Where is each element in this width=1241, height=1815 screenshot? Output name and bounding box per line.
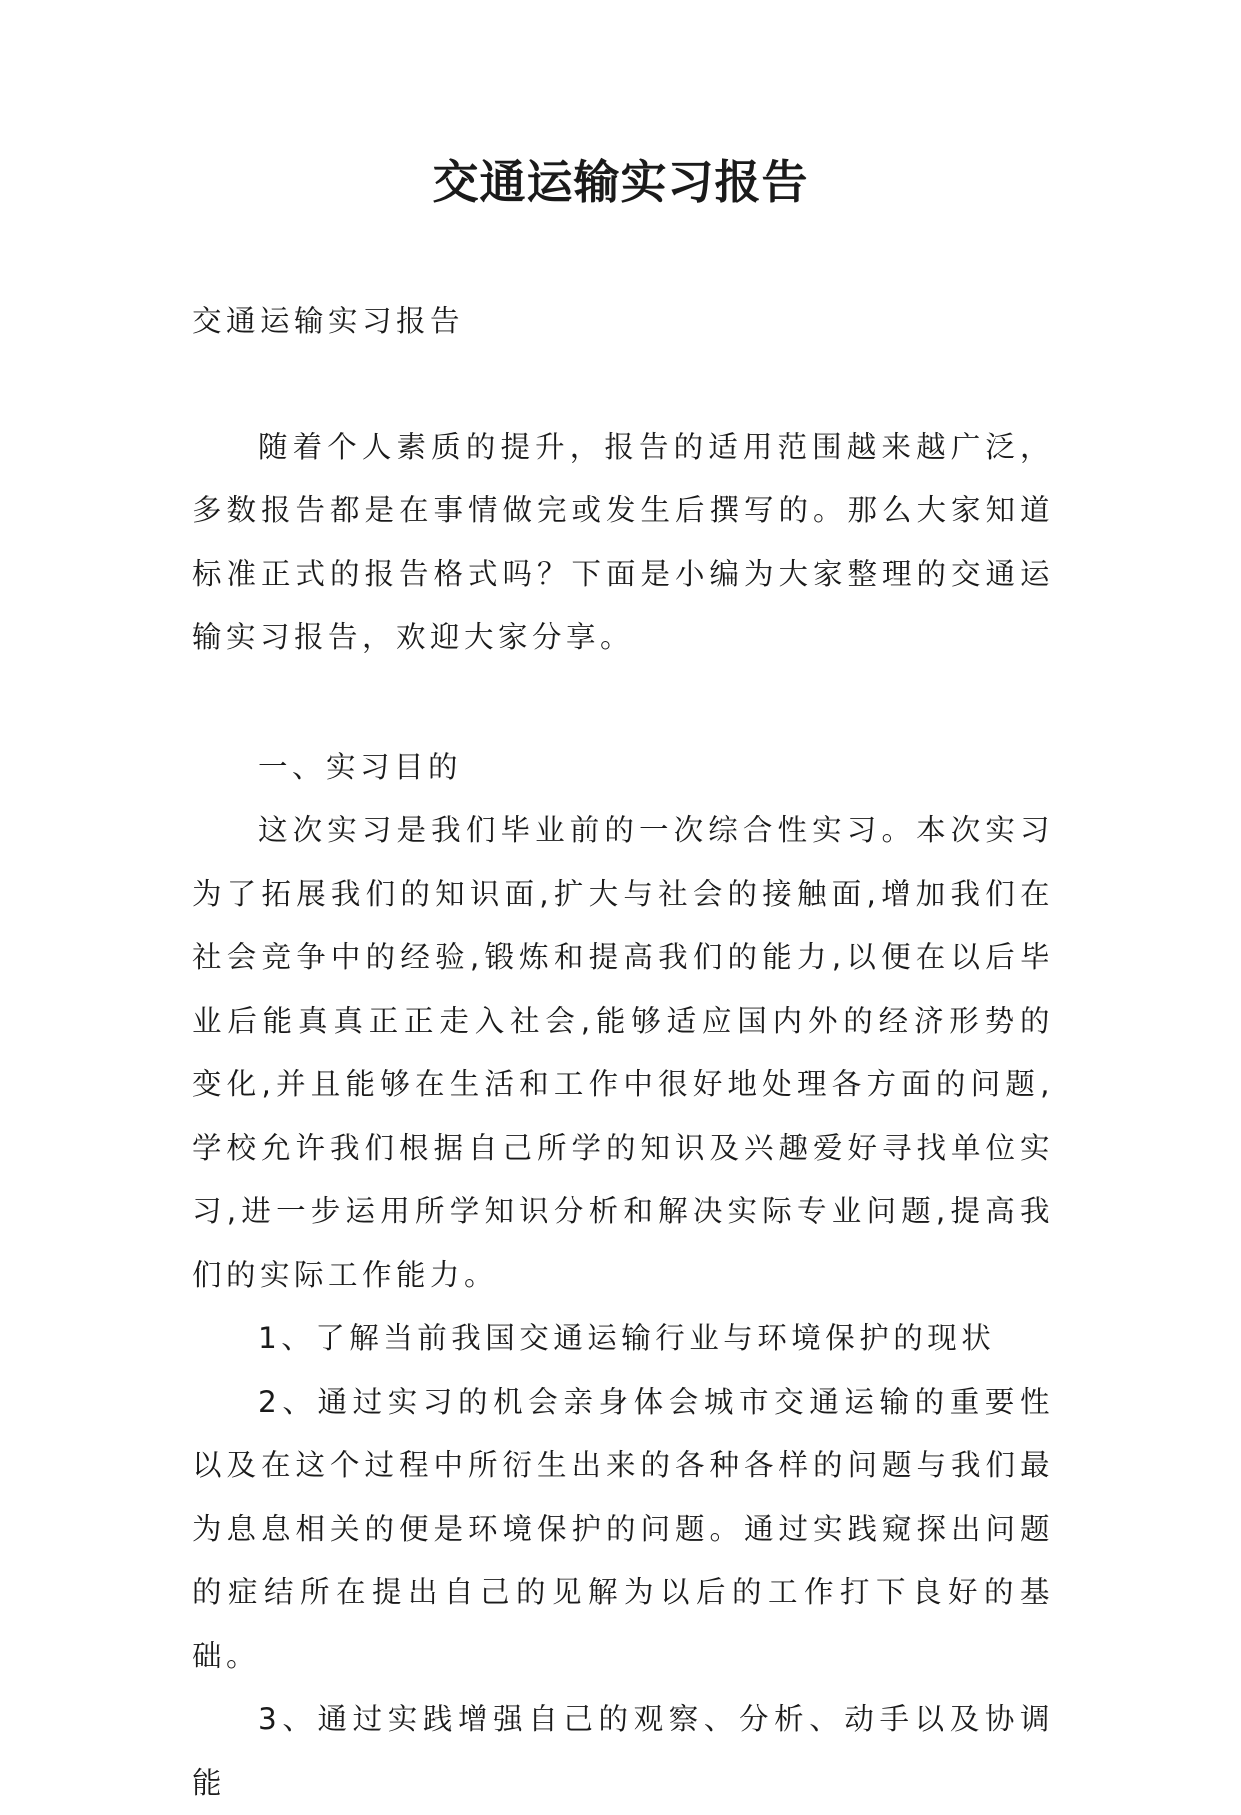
list-item-1: 1、了解当前我国交通运输行业与环境保护的现状 <box>258 1321 996 1355</box>
section-heading-purpose: 一、实习目的 <box>258 749 463 784</box>
intro-paragraph: 随着个人素质的提升，报告的适用范围越来越广泛，多数报告都是在事情做完或发生后撰写的。那么大家知道标准正式的报告格式吗？下面是小编为大家整理的交通运输实习报告，欢迎大家分享。 <box>192 429 1054 654</box>
document-title: 交通运输实习报告 <box>432 155 809 209</box>
purpose-paragraph: 这次实习是我们毕业前的一次综合性实习。本次实习为了拓展我们的知识面,扩大与社会的接触面,增加我们在社会竞争中的经验,锻炼和提高我们的能力,以便在以后毕业后能真真正正走入社会,能够适应国内外的经济形势的变化,并且能够在生活和工作中很好地处理各方面的问题,学校允许我们根据自己所学的知识及兴趣爱好寻找单位实习,进一步运用所学知识分析和解决实际专业问题,提高我们的实际工作能力。 <box>192 813 1054 1292</box>
document-subtitle: 交通运输实习报告 <box>192 304 465 338</box>
list-item-2: 2、通过实习的机会亲身体会城市交通运输的重要性以及在这个过程中所衍生出来的各种各样的问题与我们最为息息相关的便是环境保护的问题。通过实践窥探出问题的症结所在提出自己的见解为以后的工作打下良好的基础。 <box>192 1384 1054 1673</box>
document-body <box>192 290 1054 1815</box>
list-item-3: 3、通过实践增强自己的观察、分析、动手以及协调能 <box>192 1702 1054 1800</box>
